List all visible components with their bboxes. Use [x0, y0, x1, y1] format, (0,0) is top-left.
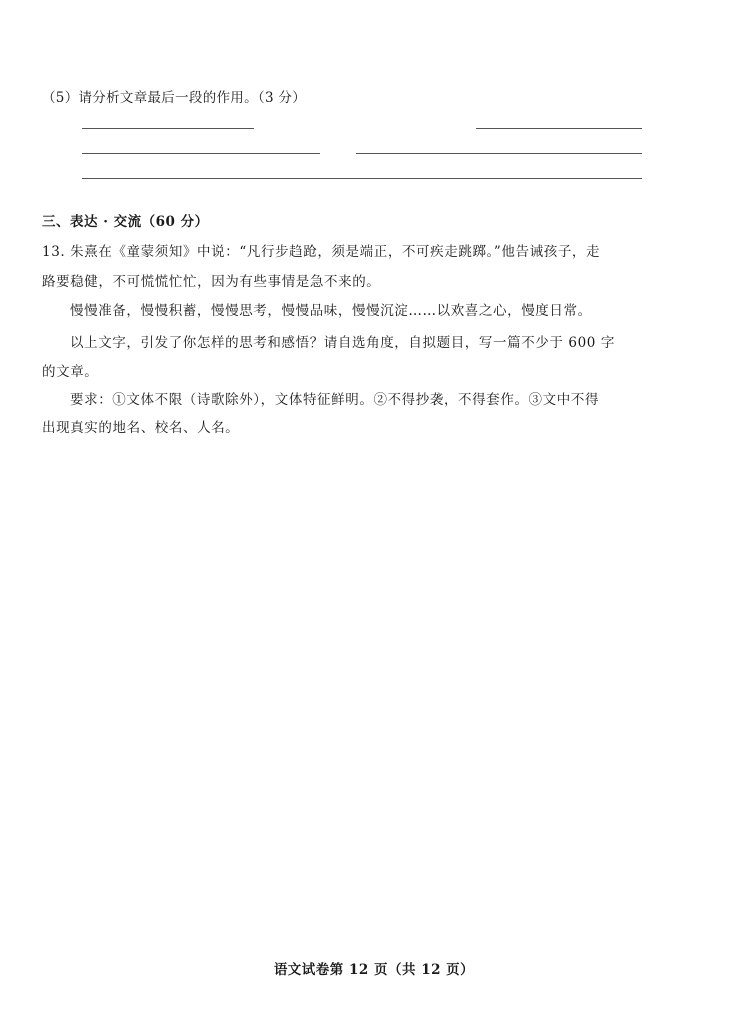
section-3-title: 三、表达 · 交流（60 分） — [42, 214, 209, 230]
question-13-line-7: 出现真实的地名、校名、人名。 — [42, 420, 240, 436]
page-footer: 语文试卷第 12 页（共 12 页） — [273, 962, 475, 978]
answer-line-1a[interactable] — [82, 128, 254, 129]
question-13-line-5: 的文章。 — [42, 364, 99, 380]
question-13-line-6: 要求：①文体不限（诗歌除外），文体特征鲜明。②不得抄袭，不得套作。③文中不得 — [70, 392, 600, 408]
question-13-line-3: 慢慢准备，慢慢积蓄，慢慢思考，慢慢品味，慢慢沉淀……以欢喜之心，慢度日常。 — [70, 303, 592, 319]
question-5-prompt: （5）请分析文章最后一段的作用。（3 分） — [42, 90, 307, 106]
answer-line-1b[interactable] — [476, 128, 642, 129]
question-13-line-4: 以上文字，引发了你怎样的思考和感悟？请自选角度，自拟题目，写一篇不少于 600 字 — [70, 335, 615, 351]
question-13-line-2: 路要稳健，不可慌慌忙忙，因为有些事情是急不来的。 — [42, 274, 381, 290]
answer-line-3[interactable] — [82, 178, 642, 179]
question-13-line-1: 13. 朱熹在《童蒙须知》中说：“凡行步趋跄，须是端正，不可疾走跳踯。”他告诫孩子，走 — [42, 244, 601, 260]
answer-line-2b[interactable] — [356, 153, 642, 154]
answer-line-2a[interactable] — [82, 153, 320, 154]
